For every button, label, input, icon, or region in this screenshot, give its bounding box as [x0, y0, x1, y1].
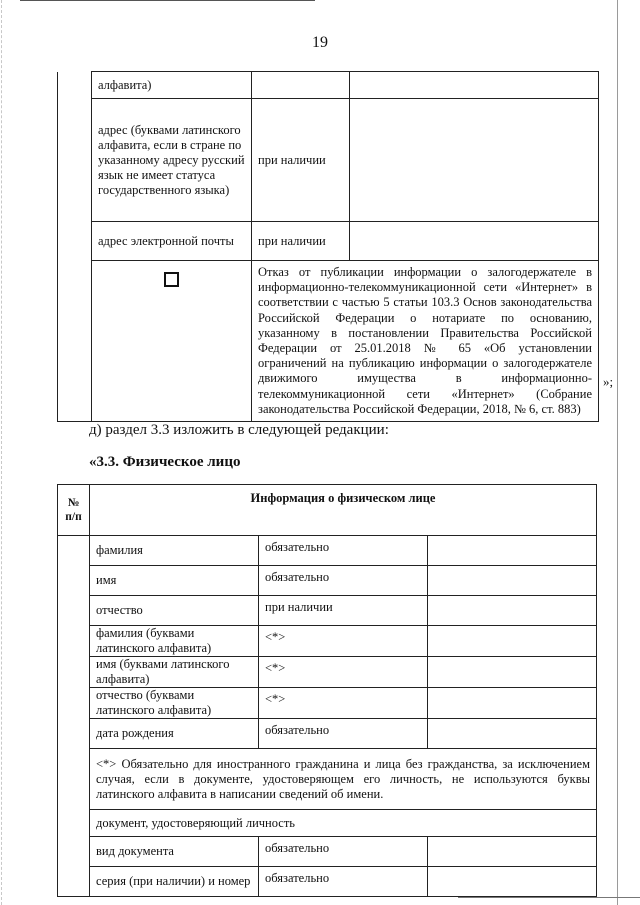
field-requirement: обязательно — [259, 719, 428, 749]
field-label: вид документа — [90, 837, 259, 867]
table-row — [58, 596, 597, 626]
field-requirement: при наличии — [259, 596, 428, 626]
table-row — [58, 626, 597, 657]
field-label: адрес (буквами латинского алфавита, если в стране по указанному адресу русский язык не имеет статуса государственного языка) — [92, 99, 252, 222]
refusal-row — [58, 261, 599, 422]
field-value — [428, 596, 597, 626]
table-row — [58, 99, 599, 222]
paragraph-d: д) раздел 3.3 изложить в следующей редакции: — [89, 422, 389, 438]
field-requirement: <*> — [259, 688, 428, 719]
table-row — [58, 867, 597, 897]
table-row — [58, 72, 599, 99]
section-label: документ, удостоверяющий личность — [90, 810, 597, 837]
field-label: алфавита) — [92, 72, 252, 99]
field-label: фамилия — [90, 536, 259, 566]
refusal-checkbox[interactable] — [164, 272, 179, 287]
field-value — [350, 72, 599, 99]
field-value — [428, 626, 597, 657]
field-value — [428, 657, 597, 688]
field-requirement: <*> — [259, 626, 428, 657]
page-number: 19 — [312, 34, 328, 51]
footnote-row — [58, 749, 597, 810]
field-requirement — [252, 72, 350, 99]
footnote-text: <*> Обязательно для иностранного гражданина и лица без гражданства, за исключением случая, если в документе, удостоверяющем его личность, не используются буквы латинского алфавита в написании сведений об имени. — [90, 749, 597, 810]
field-value — [428, 566, 597, 596]
table-row — [58, 837, 597, 867]
field-requirement: обязательно — [259, 566, 428, 596]
table-row — [58, 566, 597, 596]
table-header — [58, 485, 597, 536]
table-row — [58, 719, 597, 749]
field-value — [428, 837, 597, 867]
table-row — [58, 536, 597, 566]
field-label: имя — [90, 566, 259, 596]
field-requirement: при наличии — [252, 99, 350, 222]
section-row — [58, 810, 597, 837]
pledgee-contacts-table — [57, 71, 599, 422]
section-heading: «3.3. Физическое лицо — [89, 454, 241, 470]
field-requirement: обязательно — [259, 536, 428, 566]
scan-edge-top — [20, 0, 315, 1]
table-row — [58, 688, 597, 719]
field-value — [428, 719, 597, 749]
natural-person-table — [57, 484, 597, 897]
field-label: дата рождения — [90, 719, 259, 749]
scan-edge-bottom — [458, 897, 640, 898]
field-label: отчество (буквами латинского алфавита) — [90, 688, 259, 719]
field-label: серия (при наличии) и номер — [90, 867, 259, 897]
field-requirement: <*> — [259, 657, 428, 688]
field-label: фамилия (буквами латинского алфавита) — [90, 626, 259, 657]
checkbox-cell — [92, 261, 252, 422]
field-value — [350, 99, 599, 222]
field-requirement: при наличии — [252, 222, 350, 261]
field-value — [428, 688, 597, 719]
scan-edge-left — [1, 0, 3, 905]
field-value — [350, 222, 599, 261]
number-column-header: № п/п — [58, 485, 90, 536]
field-label: отчество — [90, 596, 259, 626]
scan-edge-right — [617, 0, 618, 905]
field-label: имя (буквами латинского алфавита) — [90, 657, 259, 688]
table-title: Информация о физическом лице — [90, 485, 597, 536]
refusal-text: Отказ от публикации информации о залогодержателе в информационно-телекоммуникационной сети «Интернет» в соответствии с частью 5 статьи 103.3 Основ законодательства Российской Федерации о нотариате по основанию, указанному в постановлении Правительства Российской Федерации от 25.01.2018 № 65 «Об установлении ограничений на публикацию информации о залогодержателе движимого имущества в информационно-телекоммуникационной сети «Интернет» (Собрание законодательства Российской Федерации, 2018, № 6, ст. 883) — [252, 261, 599, 422]
row-number-cell — [58, 72, 92, 422]
row-number-cell — [58, 536, 90, 897]
closing-quote: »; — [603, 374, 614, 389]
field-requirement: обязательно — [259, 867, 428, 897]
table-row — [58, 657, 597, 688]
field-requirement: обязательно — [259, 837, 428, 867]
table-row — [58, 222, 599, 261]
field-value — [428, 536, 597, 566]
field-value — [428, 867, 597, 897]
field-label: адрес электронной почты — [92, 222, 252, 261]
